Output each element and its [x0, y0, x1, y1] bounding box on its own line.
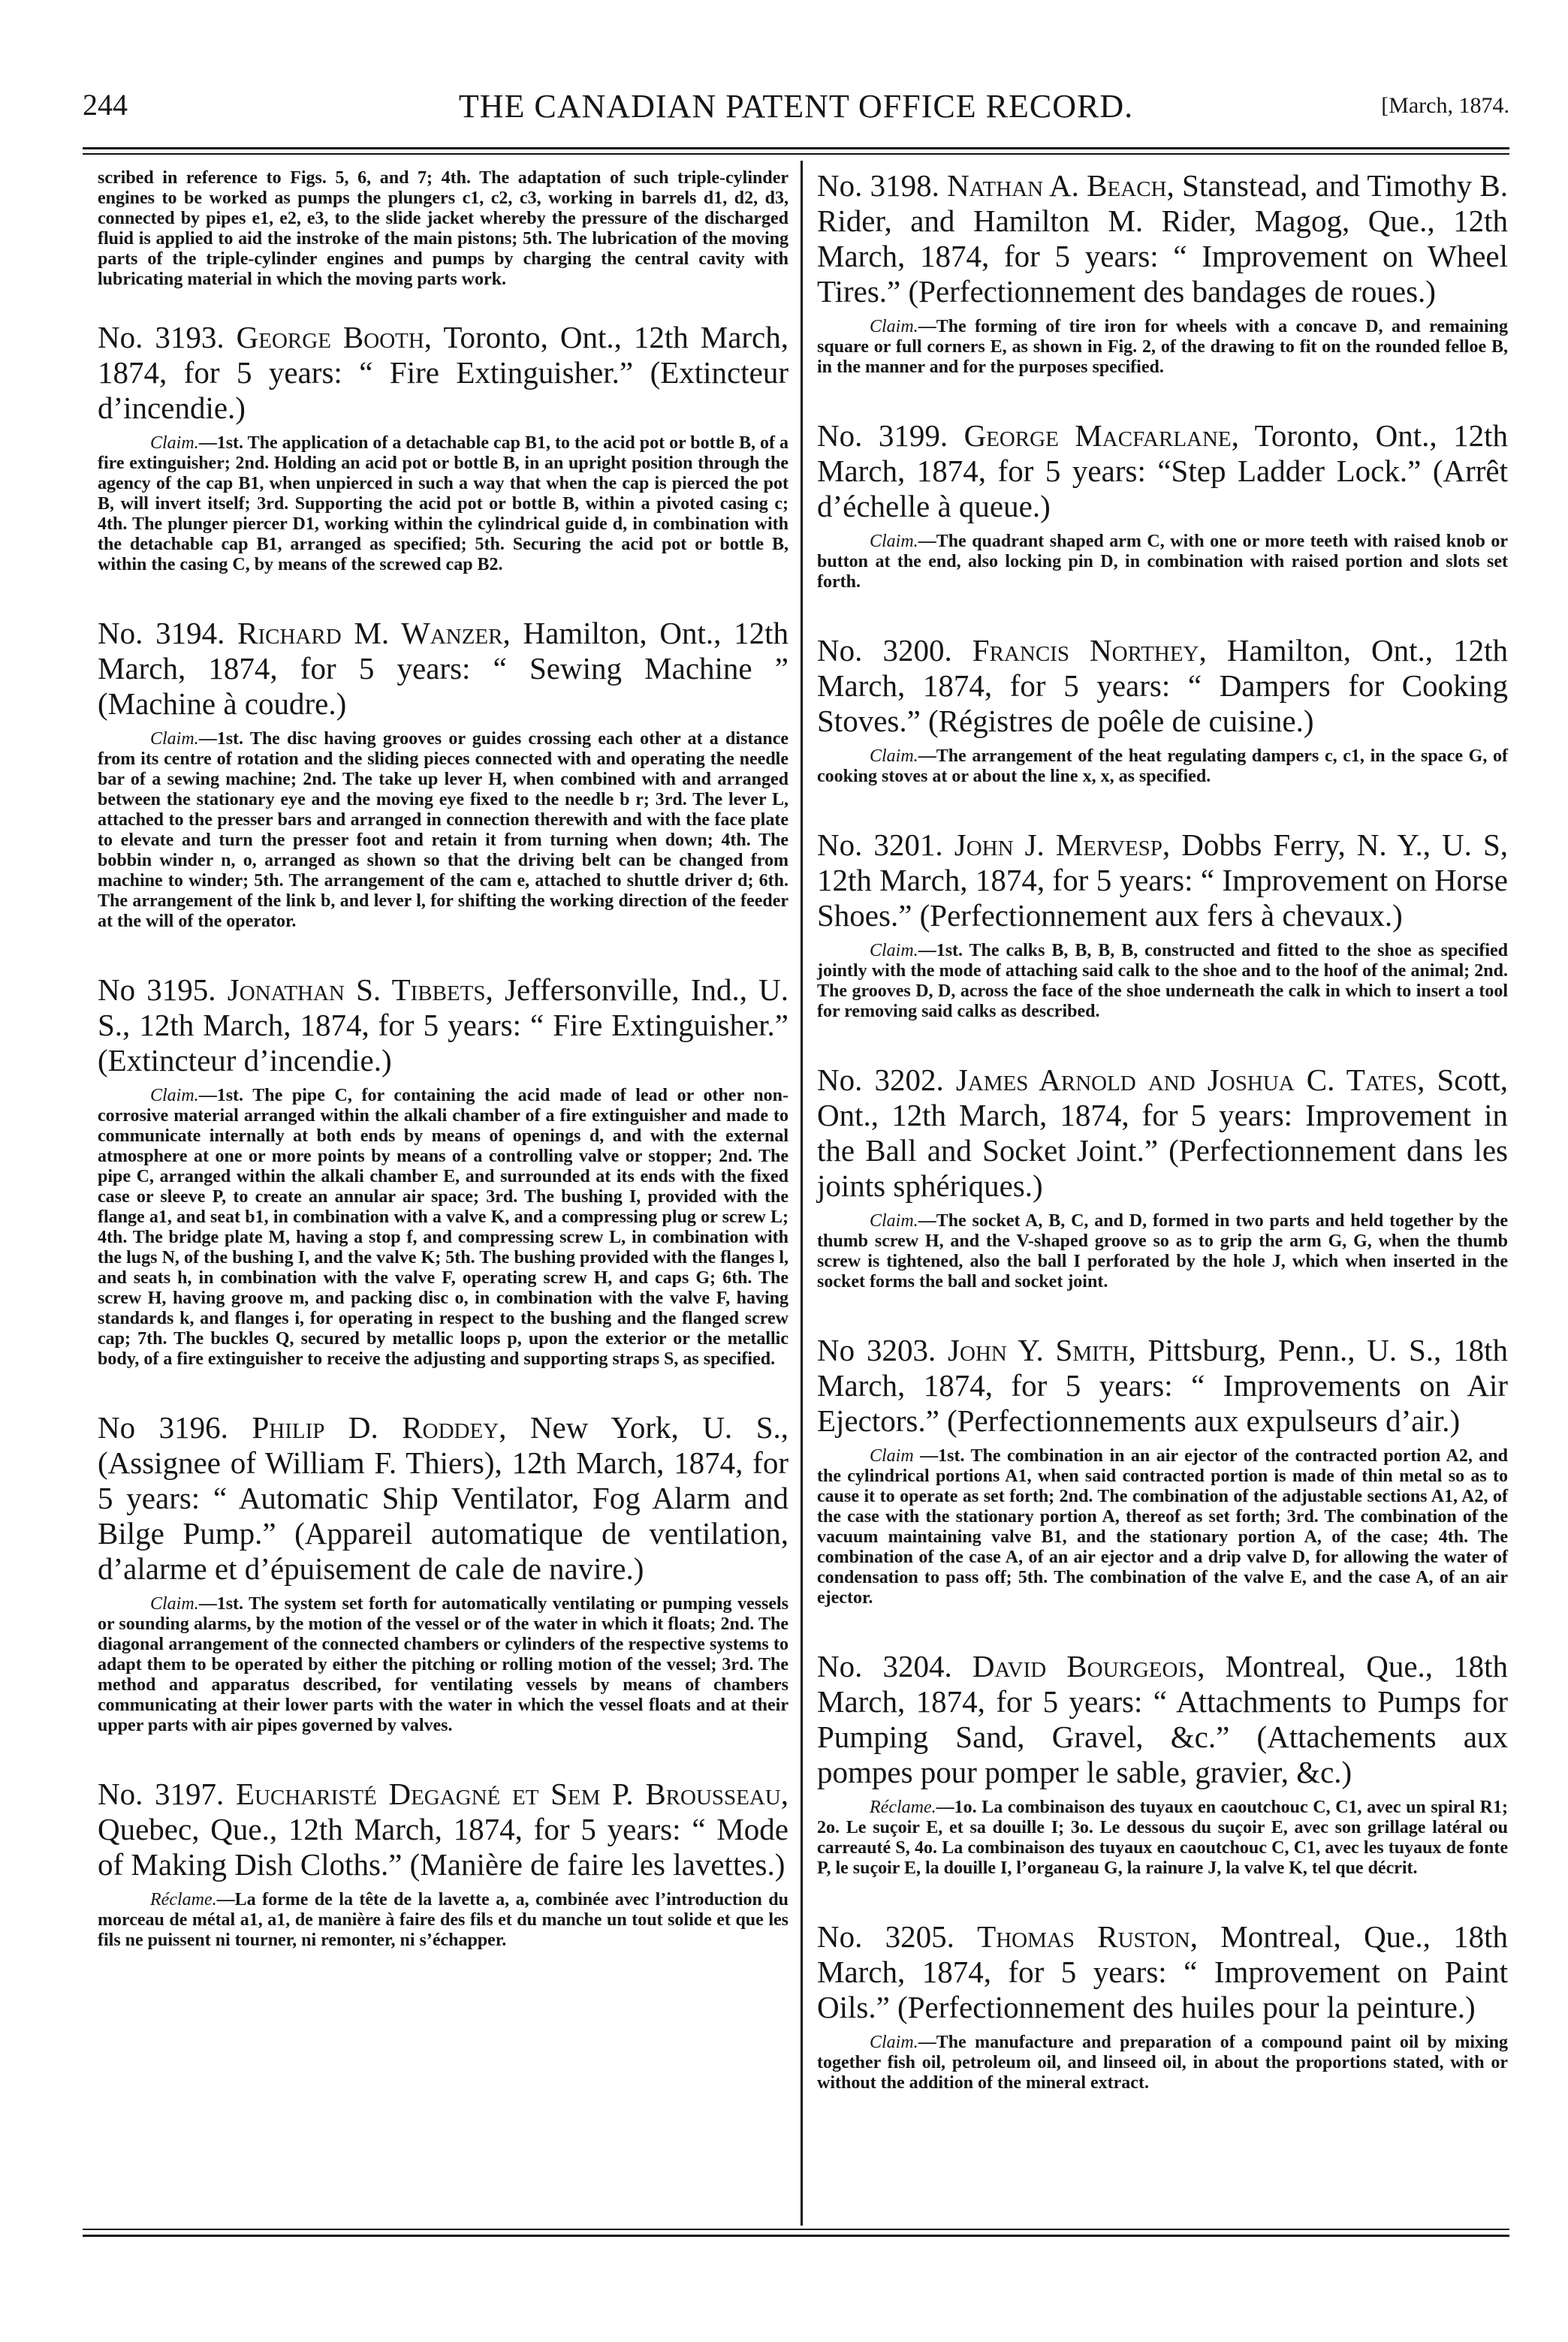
- patentee-name: David Bourgeois,: [972, 1649, 1205, 1683]
- claim-text: [817, 532, 1508, 592]
- patent-number: No. 3197.: [98, 1777, 225, 1811]
- patentee-name: Nathan A. Beach,: [947, 168, 1174, 203]
- claim-label: Claim.: [150, 729, 199, 749]
- column-divider: [801, 161, 803, 2226]
- patent-details: Montreal, Que., 18th March, 1874, for 5 years: “ Improvement on Paint Oils.” (Perfectionnement des huiles pour la peinture.): [817, 1919, 1509, 2024]
- patent-heading: [817, 1062, 1508, 1204]
- claim-body: —1st. The disc having grooves or guides crossing each other at a distance from its centre of rotation and the sliding pieces connected with and operating the needle bar of a sewing machine; 2nd. The take up lever H, when combined with and arranged between the stationary eye and the moving eye fixed to the needle b r; 3rd. The lever L, attached to the presser bars and arranged in connection therewith and with the face plate to elevate and turn the presser foot and retain it from turning when down; 4th. The bobbin winder n, o, arranged as shown so that the driving belt can be changed from machine to winder; 5th. The arrangement of the cam e, attached to shuttle driver d; 6th. The arrangement of the link b, and lever l, for shifting the working direction of the feeder at the will of the operator.: [98, 729, 789, 931]
- patentee-name: Philip D. Roddey,: [252, 1410, 507, 1445]
- patent-number: No. 3194.: [98, 616, 225, 650]
- claim-text: [817, 317, 1508, 378]
- claim-text: [817, 746, 1508, 787]
- patent-heading: [817, 633, 1508, 739]
- claim-text: [817, 1446, 1508, 1608]
- patent-details: Quebec, Que., 12th March, 1874, for 5 years: “ Mode of Making Dish Cloths.” (Manière de faire les lavettes.): [98, 1812, 789, 1882]
- claim-label: Claim.: [870, 941, 918, 960]
- patent-heading: [817, 168, 1508, 309]
- continued-claim: scribed in reference to Figs. 5, 6, and 7; 4th. The adaptation of such triple-cylinder engines to be worked as pumps the plungers c1, c2, c3, working in barrels d1, d2, d3, connected by pipes e1, e2, e3, to the slide jacket whereby the pressure of the discharged fluid is applied to aid the instroke of the main pistons; 5th. The lubrication of the moving parts of the triple-cylinder engines and pumps by charging the central cavity with lubricating material in which the moving parts work.: [98, 168, 789, 289]
- patent-number: No. 3201.: [817, 827, 943, 862]
- patent-entry: [817, 1919, 1508, 2093]
- patent-entry: [817, 418, 1508, 592]
- patentee-name: George Booth,: [236, 320, 433, 354]
- patent-entry: [817, 1062, 1508, 1292]
- claim-body: —1st. The calks B, B, B, B, constructed and fitted to the shoe as specified jointly with the mode of attaching said calk to the shoe and to the hoof of the animal; 2nd. The grooves D, D, across the face of the shoe underneath the calk in which to insert a tool for removing said calks as described.: [817, 941, 1508, 1021]
- patentee-name: John J. Mervesp,: [954, 827, 1171, 862]
- claim-body: —The manufacture and preparation of a compound paint oil by mixing together fish oil, petroleum oil, and linseed oil, in about the proportions stated, with or without the addition of the mineral extract.: [817, 2033, 1508, 2093]
- patent-entry: [98, 1410, 789, 1736]
- patent-entry: [817, 1649, 1508, 1879]
- patent-heading: [817, 827, 1508, 933]
- claim-text: [98, 433, 789, 575]
- patent-entry: [98, 320, 789, 575]
- claim-body: —La forme de la tête de la lavette a, a, combinée avec l’introduction du morceau de métal a1, a1, de manière à faire des fils et du manche un tout solide et que les fils ne puissent ni tourner, ni remonter, ni s’échapper.: [98, 1890, 789, 1950]
- patent-heading: [98, 320, 789, 426]
- claim-body: —1o. La combinaison des tuyaux en caoutchouc C, C1, avec un spiral R1; 2o. Le suçoir E, et sa douille I; 3o. Le dessous du suçoir E, avec son grillage latéral ou carreauté S, 4o. La combinaison des tuyaux en caoutchouc C, C1, avec les tuyaux de fonte P, le suçoir E, la douille I, l’organeau G, la rainure J, la valve K, tel que décrit.: [817, 1798, 1508, 1878]
- claim-text: [98, 1890, 789, 1951]
- patent-details: New York, U. S., (Assignee of William F. Thiers), 12th March, 1874, for 5 years: “ Automatic Ship Ventilator, Fog Alarm and Bilge Pump.” (Appareil automatique de ventilation, d’alarme et d’épuisement de cale de navire.): [98, 1410, 789, 1586]
- claim-text: [98, 729, 789, 932]
- patent-details: Stanstead, and Timothy B. Rider, and Hamilton M. Rider, Magog, Que., 12th March, 1874, for 5 years: “ Improvement on Wheel Tires.” (Perfectionnement des bandages de roues.): [817, 168, 1509, 309]
- patent-heading: [817, 1649, 1508, 1790]
- claim-label: Claim.: [870, 532, 918, 551]
- claim-text: [817, 2033, 1508, 2093]
- claim-text: [817, 941, 1508, 1022]
- patent-details: Toronto, Ont., 12th March, 1874, for 5 years: “ Fire Extinguisher.” (Extincteur d’incendie.): [98, 320, 789, 425]
- page-number: 244: [83, 88, 128, 122]
- patent-number: No. 3200.: [817, 633, 952, 668]
- patent-entry: [817, 1333, 1508, 1608]
- patent-entry: [817, 827, 1508, 1022]
- patent-details: Pittsburg, Penn., U. S., 18th March, 1874, for 5 years: “ Improvements on Air Ejectors.” (Perfectionnements aux expulseurs d’air.): [817, 1333, 1509, 1438]
- claim-label: Claim.: [150, 1086, 199, 1105]
- claim-label: Réclame.: [870, 1798, 936, 1817]
- patent-number: No 3196.: [98, 1410, 228, 1445]
- claim-label: Claim.: [870, 746, 918, 766]
- patent-heading: [817, 1333, 1508, 1439]
- claim-body: —1st. The application of a detachable cap B1, to the acid pot or bottle B, of a fire extinguisher; 2nd. Holding an acid pot or bottle B, in an upright position through the agency of the cap B1, when unpierced in such a way that when the cap is pierced the pot B, will invert itself; 3rd. Supporting the acid pot or bottle B, within a pivoted casing c; 4th. The plunger piercer D1, working within the cylindrical guide d, in combination with the detachable cap B1, arranged as specified; 5th. Securing the acid pot or bottle B, within the casing C, by means of the screwed cap B2.: [98, 433, 789, 574]
- patent-heading: [98, 616, 789, 722]
- patentee-name: John Y. Smith,: [948, 1333, 1136, 1367]
- claim-label: Claim: [870, 1446, 914, 1466]
- patent-number: No. 3204.: [817, 1649, 952, 1683]
- patent-details: Jeffersonville, Ind., U. S., 12th March, 1874, for 5 years: “ Fire Extinguisher.” (Extincteur d’incendie.): [98, 972, 789, 1078]
- patent-details: Montreal, Que., 18th March, 1874, for 5 years: “ Attachments to Pumps for Pumping Sand, Gravel, &c.” (Attachements aux pompes pour pomper le sable, gravier, &c.): [817, 1649, 1509, 1789]
- claim-label: Claim.: [870, 1211, 918, 1231]
- claim-body: —The quadrant shaped arm C, with one or more teeth with raised knob or button at the end, also locking pin D, in combination with raised portion and slots set forth.: [817, 532, 1508, 592]
- patent-number: No 3195.: [98, 972, 216, 1007]
- page-header: [83, 87, 1509, 140]
- patent-details: Toronto, Ont., 12th March, 1874, for 5 years: “Step Ladder Lock.” (Arrêt d’échelle à queue.): [817, 418, 1508, 523]
- patent-heading: [98, 1777, 789, 1882]
- patent-heading: [98, 1410, 789, 1587]
- header-rule: [83, 147, 1509, 149]
- patentee-name: George Macfarlane,: [963, 418, 1239, 453]
- patent-number: No. 3199.: [817, 418, 948, 453]
- left-column: [98, 168, 789, 1991]
- patent-entry: [817, 633, 1508, 787]
- patent-heading: [98, 972, 789, 1078]
- patentee-name: Francis Northey,: [972, 633, 1207, 668]
- claim-text: [817, 1211, 1508, 1292]
- footer-rule-inner: [83, 2229, 1509, 2230]
- claim-body: —1st. The pipe C, for containing the acid made of lead or other non-corrosive material arranged within the alkali chamber of a fire extinguisher and made to communicate internally at both ends by means of openings d, and with the external atmosphere at one or more points by means of a controlling valve or stopper; 2nd. The pipe C, arranged within the alkali chamber E, and surrounded at its ends with the fixed case or sleeve P, to create an annular air space; 3rd. The bushing I, provided with the flange a1, and seat b1, in combination with a valve K, and a compressing plug or screw L; 4th. The bridge plate M, having a stop f, and compressing screw L, in combination with the lugs N, of the bushing I, and the valve K; 5th. The bushing provided with the flanges l, and seats h, in combination with the valve F, operating screw H, and caps G; 6th. The screw H, having groove m, and packing disc o, in combination with the valve F, having standards k, and flanges i, for operating in respect to the bushing and the flanged screw cap; 7th. The buckles Q, secured by metallic loops p, upon the exterior or the metallic body, of a fire extinguisher to receive the adjusting and supporting straps S, as specified.: [98, 1086, 789, 1369]
- claim-label: Claim.: [150, 433, 199, 453]
- claim-body: —1st. The system set forth for automatically ventilating or pumping vessels or sounding alarms, by the motion of the vessel or of the water in which it floats; 2nd. The diagonal arrangement of the connected chambers or cylinders of the respective systems to adapt them to be operated by either the pitching or rolling motion of the vessel; 3rd. The method and apparatus described, for ventilating vessels by means of chambers communicating at their lower parts with the water in which the vessel floats and at their upper parts with air pipes governed by valves.: [98, 1594, 789, 1735]
- patentee-name: Richard M. Wanzer,: [237, 616, 511, 650]
- patent-number: No 3203.: [817, 1333, 936, 1367]
- patentee-name: James Arnold and Joshua C. Tates,: [955, 1062, 1425, 1097]
- claim-body: —1st. The combination in an air ejector of the contracted portion A2, and the cylindrical portions A1, when said contracted portion is made of thin metal so as to cause it to operate as set forth; 2nd. The combination of the adjustable sections A1, A2, of the case with the stationary portion A, thereof as set forth; 3rd. The combination of the vacuum maintaining valve B1, and the stationary portion A, of the case; 4th. The combination of the case A, of an air ejector and a drip valve D, for allowing the water of condensation to pass off; 5th. The combination of the valve E, and the case A, of an air ejector.: [817, 1446, 1508, 1608]
- right-column: [817, 168, 1508, 2134]
- patent-number: No. 3193.: [98, 320, 225, 354]
- claim-body: —The arrangement of the heat regulating dampers c, c1, in the space G, of cooking stoves at or about the line x, x, as specified.: [817, 746, 1508, 786]
- patent-entry: [98, 1777, 789, 1951]
- patent-heading: [817, 1919, 1508, 2025]
- patent-entry: [98, 616, 789, 932]
- footer-rule: [83, 2235, 1509, 2237]
- claim-label: Réclame.: [150, 1890, 217, 1909]
- claim-label: Claim.: [150, 1594, 199, 1614]
- patent-details: Dobbs Ferry, N. Y., U. S, 12th March, 1874, for 5 years: “ Improvement on Horse Shoes.” (Perfectionnement aux fers à chevaux.): [817, 827, 1509, 933]
- patent-details: Scott, Ont., 12th March, 1874, for 5 years: Improvement in the Ball and Socket Joint.” (Perfectionnement dans les joints sphériques.): [817, 1062, 1509, 1203]
- patent-details: Hamilton, Ont., 12th March, 1874, for 5 years: “ Sewing Machine ” (Machine à coudre.): [98, 616, 789, 721]
- patent-entry: [817, 168, 1508, 378]
- patent-heading: [817, 418, 1508, 524]
- claim-label: Claim.: [870, 317, 918, 336]
- patent-number: No. 3205.: [817, 1919, 954, 1954]
- patent-details: Hamilton, Ont., 12th March, 1874, for 5 years: “ Dampers for Cooking Stoves.” (Régistres de poêle de cuisine.): [817, 633, 1509, 738]
- claim-body: —The forming of tire iron for wheels with a concave D, and remaining square or full corners E, as shown in Fig. 2, of the drawing to fit on the rounded felloe B, in the manner and for the purposes specified.: [817, 317, 1508, 377]
- patent-number: No. 3198.: [817, 168, 939, 203]
- patentee-name: Eucharisté Degagné et Sem P. Brousseau,: [236, 1777, 789, 1811]
- patent-number: No. 3202.: [817, 1062, 944, 1097]
- claim-text: [817, 1798, 1508, 1879]
- claim-text: [98, 1086, 789, 1370]
- journal-title: THE CANADIAN PATENT OFFICE RECORD.: [458, 88, 1134, 125]
- patentee-name: Jonathan S. Tibbets,: [227, 972, 493, 1007]
- claim-body: —The socket A, B, C, and D, formed in two parts and held together by the thumb screw H, and the V-shaped groove so as to grip the arm G, G, when the thumb screw is tightened, also the ball I perforated by the hole J, which when inserted in the socket forms the ball and socket joint.: [817, 1211, 1508, 1292]
- claim-text: [98, 1594, 789, 1736]
- issue-date: [March, 1874.: [1381, 93, 1509, 118]
- patentee-name: Thomas Ruston,: [977, 1919, 1198, 1954]
- patent-entry: [98, 972, 789, 1370]
- header-rule-inner: [83, 153, 1509, 155]
- claim-label: Claim.: [870, 2033, 918, 2052]
